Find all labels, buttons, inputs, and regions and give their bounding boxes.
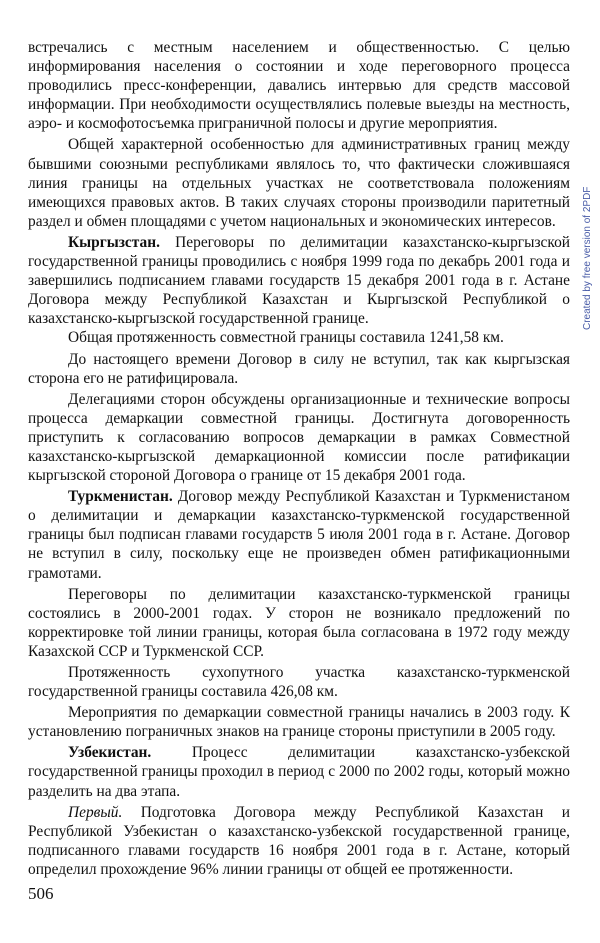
paragraph: Протяженность сухопутного участка казахстанско-туркменской государственной границы составила 426,08 км. [28, 664, 570, 701]
paragraph: Общей характерной особенностью для административных границ между бывшими союзными республиками являлось то, что фактически сложившаяся линия границы на отдельных участках не соответствовала положениям имеющихся правовых актов. В таких случаях стороны производили паритетный раздел и обмен площадями с учетом национальных и экономических интересов. [28, 136, 570, 230]
paragraph: Узбекистан. Процесс делимитации казахстанско-узбекской государственной границы проходил в период с 2000 по 2002 годы, который можно разделить на два этапа. [28, 744, 570, 800]
section-heading-kyrgyzstan: Кыргызстан. [68, 233, 160, 251]
watermark-text: Created by free version of 2PDF [582, 186, 593, 330]
document-body [28, 38, 570, 879]
paragraph: встречались с местным населением и общественностью. С целью информирования населения о состоянии и ходе переговорного процесса проводились пресс-конференции, давались интервью для средств массовой информации. При необходимости осуществлялись полевые выезды на местность, аэро- и космофотосъемка приграничной полосы и другие мероприятия. [28, 39, 570, 133]
paragraph: Кыргызстан. Переговоры по делимитации казахстанско-кыргызской государственной границы проводились с ноября 1999 года по декабрь 2001 года и завершились подписанием главами государств 15 декабря 2001 года в г. Астане Договора между Республикой Казахстан и Кыргызской Республикой о казахстанско-кыргызской государственной границе. [28, 233, 570, 328]
paragraph: Делегациями сторон обсуждены организационные и технические вопросы процесса демаркации совместной границы. Достигнута договоренность приступить к согласованию вопросов демаркации в рамках Совместной казахстанско-кыргызской демаркационной комиссии после ратификации кыргызской стороной Договора о границе от 15 декабря 2001 года. [28, 390, 570, 485]
page-number: 506 [28, 884, 54, 903]
paragraph: Туркменистан. Договор между Республикой Казахстан и Туркменистаном о делимитации и демаркации казахстанско-туркменской государственной границы был подписан главами государств 5 июля 2001 года в г. Астане. Договор не вступил в силу, поскольку еще не произведен обмен ратификационными грамотами. [28, 488, 570, 582]
section-heading-turkmenistan: Туркменистан. [68, 488, 173, 506]
paragraph: Общая протяженность совместной границы составила 1241,58 км. [68, 329, 504, 347]
paragraph: Первый. Подготовка Договора между Республикой Казахстан и Республикой Узбекистан о казахстанско-узбекской государственной границе, подписанного главами государств 16 ноября 2001 года в г. Астане, который определил прохождение 96% линии границы от общей ее протяженности. [28, 803, 570, 878]
stage-label-first: Первый. [68, 803, 123, 821]
section-heading-uzbekistan: Узбекистан. [68, 744, 152, 762]
paragraph: Мероприятия по демаркации совместной границы начались в 2003 году. К установлению пограничных знаков на границе стороны приступили в 2005 году. [28, 704, 570, 741]
paragraph: Переговоры по делимитации казахстанско-туркменской границы состоялись в 2000-2001 годах. У сторон не возникало предложений по корректировке той линии границы, которая была согласована в 1972 году между Казахской ССР и Туркменской ССР. [28, 585, 570, 660]
watermark [582, 178, 594, 330]
paragraph: До настоящего времени Договор в силу не вступил, так как кыргызская сторона его не ратифицировала. [28, 350, 570, 387]
